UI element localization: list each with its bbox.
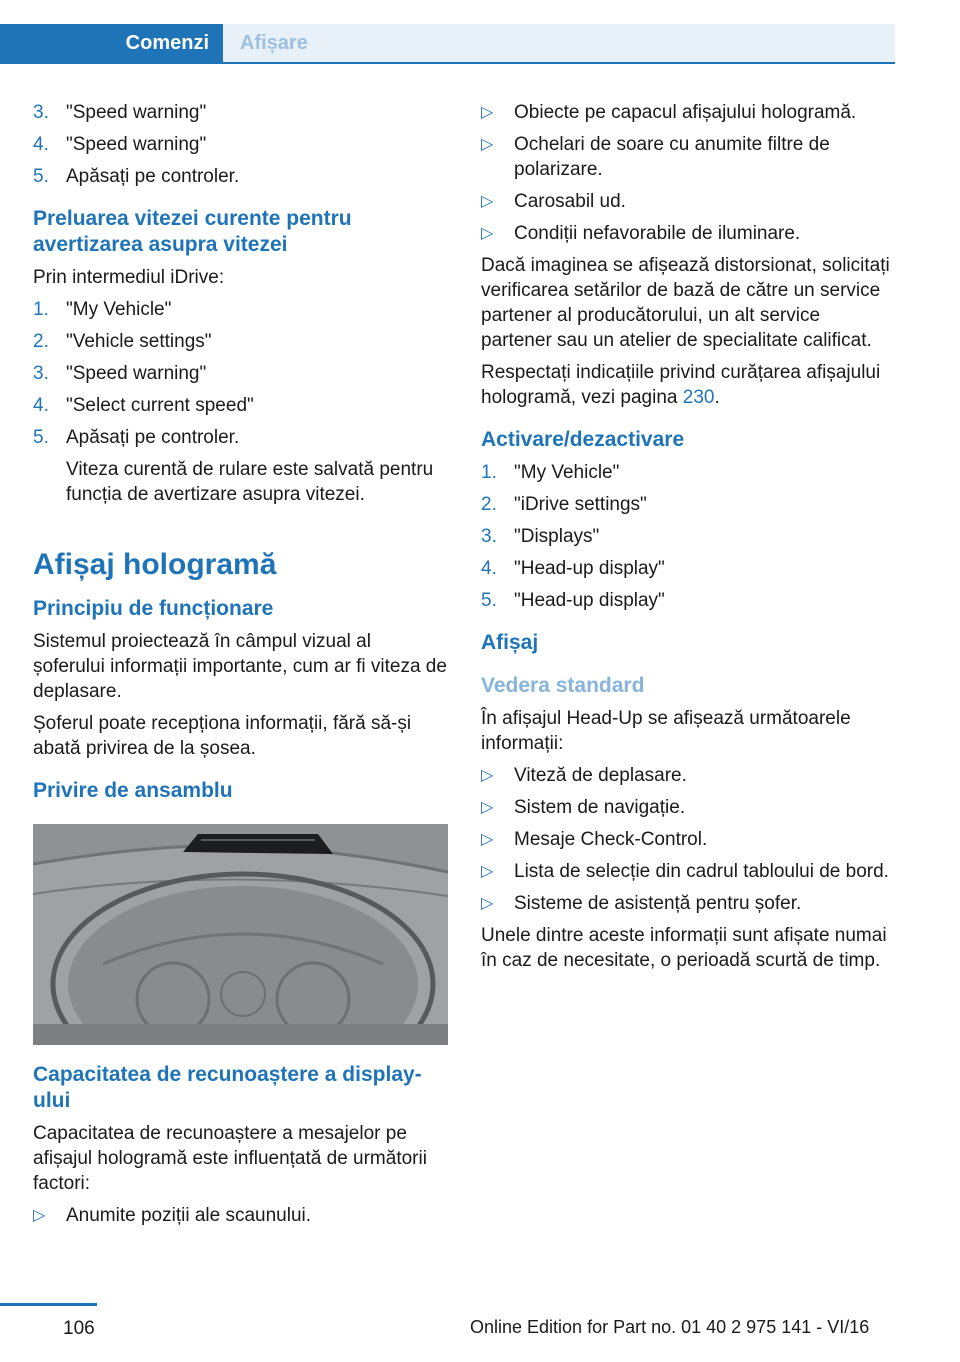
bullet-item: ▷ Sistem de navigație. <box>481 797 686 818</box>
paragraph: Dacă imaginea se afișează distorsionat, solicitați verificarea setărilor de bază de către un service partener al producătorului, un alt service partener sau un atelier de specialitate calificat. <box>481 255 890 351</box>
heading-recognition: Capacitatea de recunoaștere a display-ului <box>33 1063 422 1112</box>
list-item: 3. "Speed warning" <box>33 363 207 384</box>
heading-principle: Principiu de funcționare <box>33 597 274 620</box>
paragraph: Unele dintre aceste informații sunt afișate numai în caz de necesitate, o perioadă scurtă de timp. <box>481 925 887 971</box>
bullet-item: ▷ Obiecte pe capacul afișajului hologramă. <box>481 102 857 123</box>
list-item: 3. "Speed warning" <box>33 102 207 123</box>
dashboard-illustration <box>33 824 448 1045</box>
heading-standard-view: Vedera standard <box>481 674 645 697</box>
list-item: 1. "My Vehicle" <box>33 299 172 320</box>
triangle-right-icon: ▷ <box>481 895 494 912</box>
list-item: 1. "My Vehicle" <box>481 462 620 483</box>
tab-comenzi[interactable]: Comenzi <box>0 24 223 62</box>
triangle-right-icon: ▷ <box>481 799 494 816</box>
section-title-hud: Afișaj hologramă <box>33 548 277 581</box>
paragraph: Respectați indicațiile privind curățarea afișajului hologramă, vezi pagina 230. <box>481 362 881 408</box>
list-item: 5. Apăsați pe controler. <box>33 427 240 448</box>
list-item: 3. "Displays" <box>481 526 600 547</box>
triangle-right-icon: ▷ <box>481 104 494 121</box>
paragraph: În afișajul Head-Up se afișează următoarele informații: <box>481 708 851 754</box>
triangle-right-icon: ▷ <box>33 1207 46 1224</box>
triangle-right-icon: ▷ <box>481 863 494 880</box>
idrive-intro: Prin intermediul iDrive: <box>33 267 225 288</box>
edition-note: Online Edition for Part no. 01 40 2 975 141 - VI/16 <box>470 1317 870 1337</box>
triangle-right-icon: ▷ <box>481 225 494 242</box>
paragraph: Șoferul poate recepționa informații, fără să-și abată privirea de la șosea. <box>33 713 412 759</box>
bullet-item: ▷ Viteză de deplasare. <box>481 765 687 786</box>
list-item: 4. "Speed warning" <box>33 134 207 155</box>
paragraph: Capacitatea de recunoaștere a mesajelor pe afișajul hologramă este influențată de următorii factori: <box>33 1123 427 1194</box>
bullet-item: ▷ Condiții nefavorabile de iluminare. <box>481 223 801 244</box>
heading-overview: Privire de ansamblu <box>33 779 233 802</box>
triangle-right-icon: ▷ <box>481 831 494 848</box>
heading-display: Afișaj <box>481 631 539 654</box>
bullet-item: ▷ Sisteme de asistență pentru șofer. <box>481 893 802 914</box>
list-item: 5. "Head-up display" <box>481 590 665 611</box>
heading-activation: Activare/dezactivare <box>481 428 685 451</box>
list-item: 5. Apăsați pe controler. <box>33 166 240 187</box>
page-number: 106 <box>63 1318 95 1339</box>
right-column <box>481 100 896 980</box>
tab-afisare[interactable]: Afișare <box>223 24 895 62</box>
hud-overview-image <box>33 824 448 1045</box>
bullet-item: ▷ Lista de selecție din cadrul tabloului de bord. <box>481 861 889 882</box>
list-note: Viteza curentă de rulare este salvată pentru funcția de avertizare asupra vitezei. <box>66 459 434 505</box>
list-item: 4. "Select current speed" <box>33 395 254 416</box>
bullet-item: ▷ Anumite poziții ale scaunului. <box>33 1205 312 1226</box>
bullet-item: ▷ Carosabil ud. <box>481 191 626 212</box>
bullet-item: ▷ Ochelari de soare cu anumite filtre de polarizare. <box>481 134 830 180</box>
left-column <box>33 100 448 1235</box>
chapter-tabs <box>0 24 895 64</box>
list-item: 2. "iDrive settings" <box>481 494 647 515</box>
paragraph: Sistemul proiectează în câmpul vizual al șoferului informații importante, cum ar fi viteza de deplasare. <box>33 631 447 702</box>
footer-rule <box>0 1303 97 1306</box>
triangle-right-icon: ▷ <box>481 193 494 210</box>
list-item: 2. "Vehicle settings" <box>33 331 212 352</box>
triangle-right-icon: ▷ <box>481 767 494 784</box>
triangle-right-icon: ▷ <box>481 136 494 153</box>
heading-speed-current: Preluarea vitezei curente pentru avertizarea asupra vitezei <box>33 207 352 256</box>
list-item: 4. "Head-up display" <box>481 558 665 579</box>
page-link[interactable]: 230 <box>682 387 715 408</box>
bullet-item: ▷ Mesaje Check-Control. <box>481 829 708 850</box>
